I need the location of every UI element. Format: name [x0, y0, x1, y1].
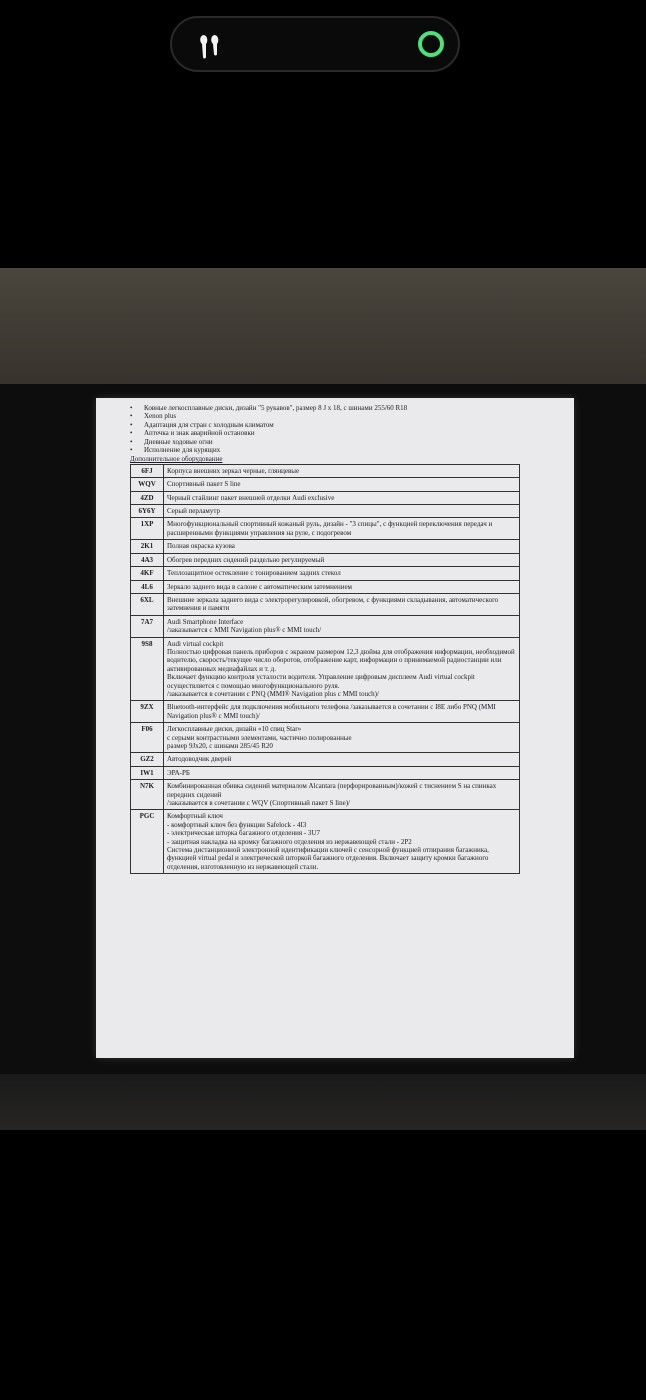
option-code: 1XP [131, 518, 164, 540]
option-code: 9S8 [131, 637, 164, 701]
option-description: Спортивный пакет S line [164, 478, 520, 491]
option-code: 4A3 [131, 553, 164, 566]
option-code: 4L6 [131, 580, 164, 593]
option-description: Комбинированная обивка сидений материалом Alcantara (перфорированным)/кожей с тиснением S на спинках передних сидений /заказывается в сочетании с WQV (Спортивный пакет S line)/ [164, 780, 520, 810]
bullet-item: • Xenon plus [130, 412, 568, 420]
option-code: 9ZX [131, 701, 164, 723]
table-row [131, 478, 520, 491]
wall-background [0, 268, 646, 386]
option-code: WQV [131, 478, 164, 491]
table-row [131, 615, 520, 637]
table-row [131, 810, 520, 874]
options-table [130, 464, 520, 874]
option-code: IW1 [131, 766, 164, 779]
option-description: Легкосплавные диски, дизайн «10 спиц Star» с серыми контрастными элементами, частично полированные размер 9Jx20, с шинами 285/45 R20 [164, 723, 520, 753]
table-row [131, 491, 520, 504]
option-code: GZ2 [131, 753, 164, 766]
option-description: Многофункциональный спортивный кожаный руль, дизайн - "3 спицы", с функцией переключения передач и расширенными функциями управления на руле, с подогревом [164, 518, 520, 540]
desk-surface [0, 1074, 646, 1130]
table-row [131, 701, 520, 723]
option-code: 7A7 [131, 615, 164, 637]
black-bottom-area [0, 1130, 646, 1400]
option-code: 6Y6Y [131, 505, 164, 518]
table-row [131, 505, 520, 518]
option-description: Черный стайлинг пакет внешней отделки Audi exclusive [164, 491, 520, 504]
section-title: Дополнительное оборудование [130, 455, 223, 464]
document [102, 404, 568, 874]
table-row [131, 766, 520, 779]
bullet-item: • Дневные ходовые огни [130, 438, 568, 446]
table-row [131, 637, 520, 701]
table-row [131, 567, 520, 580]
option-description: ЭРА-РБ [164, 766, 520, 779]
option-code: 4ZD [131, 491, 164, 504]
table-row [131, 723, 520, 753]
bullet-item: • Исполнение для курящих [130, 446, 568, 454]
table-row [131, 593, 520, 615]
pods-icon [198, 32, 222, 60]
option-code: 6FJ [131, 464, 164, 477]
bullet-item: • Адаптация для стран с холодным климатом [130, 421, 568, 429]
option-code: F06 [131, 723, 164, 753]
monitor-screen [96, 398, 574, 1058]
option-description: Комфортный ключ - комфортный ключ без функции Safelock - 4I3 - электрическая шторка багажного отделения - 3U7 - защитная накладка на кромку багажного отделения из нержавеющей стали - 2P2 Система дистанционной электронной идентификации ключей с сенсорной функцией отпирания багажника, функцией virtual pedal и электрической шторкой багажного отделения. Включает защиту кромки багажного отделения, изготовленную из нержавеющей стали. [164, 810, 520, 874]
table-row [131, 780, 520, 810]
green-ring-icon [418, 31, 444, 57]
dynamic-island [170, 16, 460, 72]
option-code: 4KF [131, 567, 164, 580]
photo [0, 268, 646, 1130]
option-description: Полная окраска кузова [164, 540, 520, 553]
table-row [131, 518, 520, 540]
option-code: N7K [131, 780, 164, 810]
option-description: Audi Smartphone Interface /заказывается с MMI Navigation plus® с MMI touch/ [164, 615, 520, 637]
option-description: Серый перламутр [164, 505, 520, 518]
option-description: Зеркало заднего вида в салоне с автоматическим затемнением [164, 580, 520, 593]
option-description: Теплозащитное остекление с тонированием задних стекол [164, 567, 520, 580]
table-row [131, 753, 520, 766]
option-code: PGC [131, 810, 164, 874]
option-description: Автодоводчик дверей [164, 753, 520, 766]
option-description: Audi virtual cockpit Полностью цифровая панель приборов с экраном размером 12,3 дюйма для отображения информации, необходимой водителю, скорость/текущее число оборотов, отображение карт, информации о принимаемой радиостанции или активированных медиафайлах и т. д. Включает функцию контроля усталости водителя. Управление цифровым дисплеем Audi virtual cockpit осуществляется с помощью многофункционального руля. /заказывается в сочетании с PNQ (MMI® Navigation plus с MMI touch)/ [164, 637, 520, 701]
option-code: 6XL [131, 593, 164, 615]
option-description: Обогрев передних сидений раздельно регулируемый [164, 553, 520, 566]
bullet-item: • Ковные легкосплавные диски, дизайн "5 рукавов", размер 8 J x 18, с шинами 255/60 R18 [130, 404, 568, 412]
option-description: Внешние зеркала заднего вида с электрорегулировкой, обогревом, с функциями складывания, автоматического затемнения и памяти [164, 593, 520, 615]
equipment-bullets [130, 404, 568, 454]
option-description: Корпуса внешних зеркал черные, глянцевые [164, 464, 520, 477]
table-row [131, 580, 520, 593]
table-row [131, 464, 520, 477]
option-code: 2K1 [131, 540, 164, 553]
bullet-item: • Аптечка и знак аварийной остановки [130, 429, 568, 437]
option-description: Bluetooth-интерфейс для подключения мобильного телефона /заказывается в сочетании с I8E либо PNQ (MMI Navigation plus® с MMI touch)/ [164, 701, 520, 723]
table-row [131, 553, 520, 566]
table-row [131, 540, 520, 553]
